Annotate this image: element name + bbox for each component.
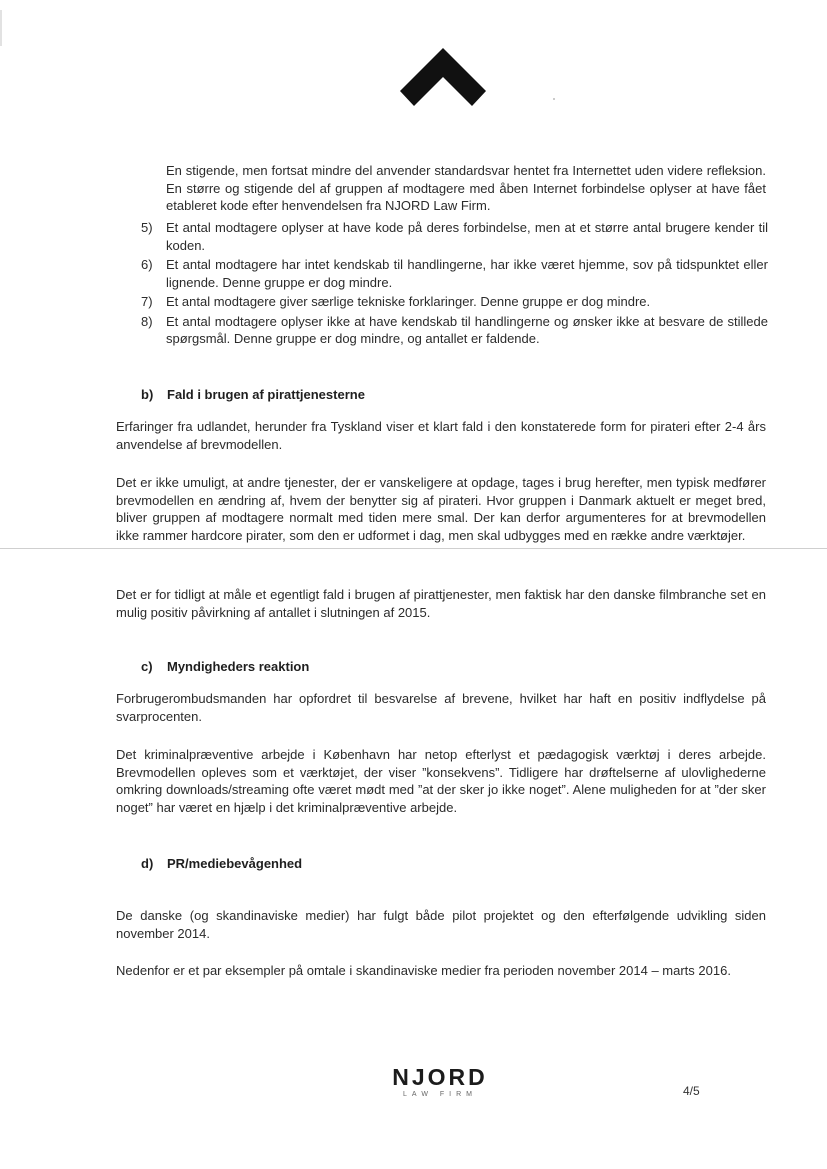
- list-text: Et antal modtagere oplyser at have kode på deres forbindelse, men at et større antal brugere kender til koden.: [166, 220, 768, 253]
- scan-dot: [553, 98, 555, 100]
- list-number: 8): [141, 313, 153, 329]
- section-b-paragraph-2: Det er ikke umuligt, at andre tjenester, der er vanskeligere at opdage, tages i brug herefter, men typisk medfører brevmodellen en ændring af, hvem der benytter sig af pirateri. Hvor gruppen i Danmark aktuelt er meget bred, bliver gruppen af modtagere normalt med tiden mere smal. Der kan derfor argumenteres for at brevmodellen ikke rammer hardcore pirater, som den er udformet i dag, men skal udbygges med en række andre værktøjer.: [116, 475, 766, 543]
- list-text: Et antal modtagere giver særlige tekniske forklaringer. Denne gruppe er dog mindre.: [166, 294, 651, 309]
- list-number: 5): [141, 220, 153, 235]
- scan-line: [0, 548, 827, 549]
- chevron-up-icon: [398, 46, 488, 110]
- section-letter: c): [141, 659, 153, 674]
- list-item: [141, 293, 768, 311]
- section-letter: b): [141, 387, 154, 402]
- list-number: 7): [141, 294, 153, 309]
- page-number: 4/5: [683, 1084, 700, 1098]
- section-d-heading: [141, 856, 302, 871]
- brand-subtitle: LAW FIRM: [403, 1091, 477, 1098]
- section-d-paragraph-2: Nedenfor er et par eksempler på omtale i skandinaviske medier fra perioden november 2014 – marts 2016.: [116, 963, 731, 978]
- footer-logo: [340, 1065, 540, 1098]
- intro-paragraph: En stigende, men fortsat mindre del anvender standardsvar hentet fra Internettet uden videre refleksion. En større og stigende del af gruppen af modtagere med åben Internet forbindelse oplyser at have fået etableret kode efter henvendelsen fra NJORD Law Firm.: [166, 163, 766, 213]
- list-text: Et antal modtagere har intet kendskab til handlingerne, har ikke været hjemme, sov på tidspunktet eller lignende. Denne gruppe er dog mindre.: [166, 257, 768, 290]
- brand-name: NJORD: [392, 1064, 488, 1090]
- list-item: [141, 313, 768, 348]
- section-letter: d): [141, 856, 154, 871]
- scan-edge-mark: [0, 10, 2, 46]
- section-title: PR/mediebevågenhed: [167, 856, 303, 871]
- section-b-paragraph-1: Erfaringer fra udlandet, herunder fra Tyskland viser et klart fald i den konstaterede form for pirateri efter 2-4 års anvendelse af brevmodellen.: [116, 419, 766, 452]
- list-item: [141, 219, 768, 254]
- section-title: Myndigheders reaktion: [167, 659, 310, 674]
- section-title: Fald i brugen af pirattjenesterne: [167, 387, 365, 402]
- section-d-paragraph-1: De danske (og skandinaviske medier) har fulgt både pilot projektet og den efterfølgende udvikling siden november 2014.: [116, 908, 766, 941]
- list-text: Et antal modtagere oplyser ikke at have kendskab til handlingerne og ønsker ikke at besvare de stillede spørgsmål. Denne gruppe er dog mindre, og antallet er faldende.: [166, 313, 768, 346]
- section-c-heading: [141, 659, 309, 674]
- list-item: [141, 256, 768, 291]
- section-c-paragraph-1: Forbrugerombudsmanden har opfordret til besvarelse af brevene, hvilket har haft en positiv indflydelse på svarprocenten.: [116, 691, 766, 724]
- section-c-paragraph-2: Det kriminalpræventive arbejde i København har netop efterlyst et pædagogisk værktøj i deres arbejde. Brevmodellen opleves som et værktøjet, der viser ”konsekvens”. Tidligere har drøftelserne af ulovlighederne omkring downloads/streaming ofte været mødt med ”at der sker jo ikke noget”. Alene muligheden for at ”der sker noget” har været en hjælp i det kriminalpræventive arbejde.: [116, 747, 766, 815]
- list-number: 6): [141, 257, 153, 272]
- section-b-heading: [141, 387, 365, 402]
- numbered-list: [141, 219, 768, 350]
- section-b-paragraph-3: Det er for tidligt at måle et egentligt fald i brugen af pirattjenester, men faktisk har den danske filmbranche set en mulig positiv påvirkning af antallet i slutningen af 2015.: [116, 587, 766, 620]
